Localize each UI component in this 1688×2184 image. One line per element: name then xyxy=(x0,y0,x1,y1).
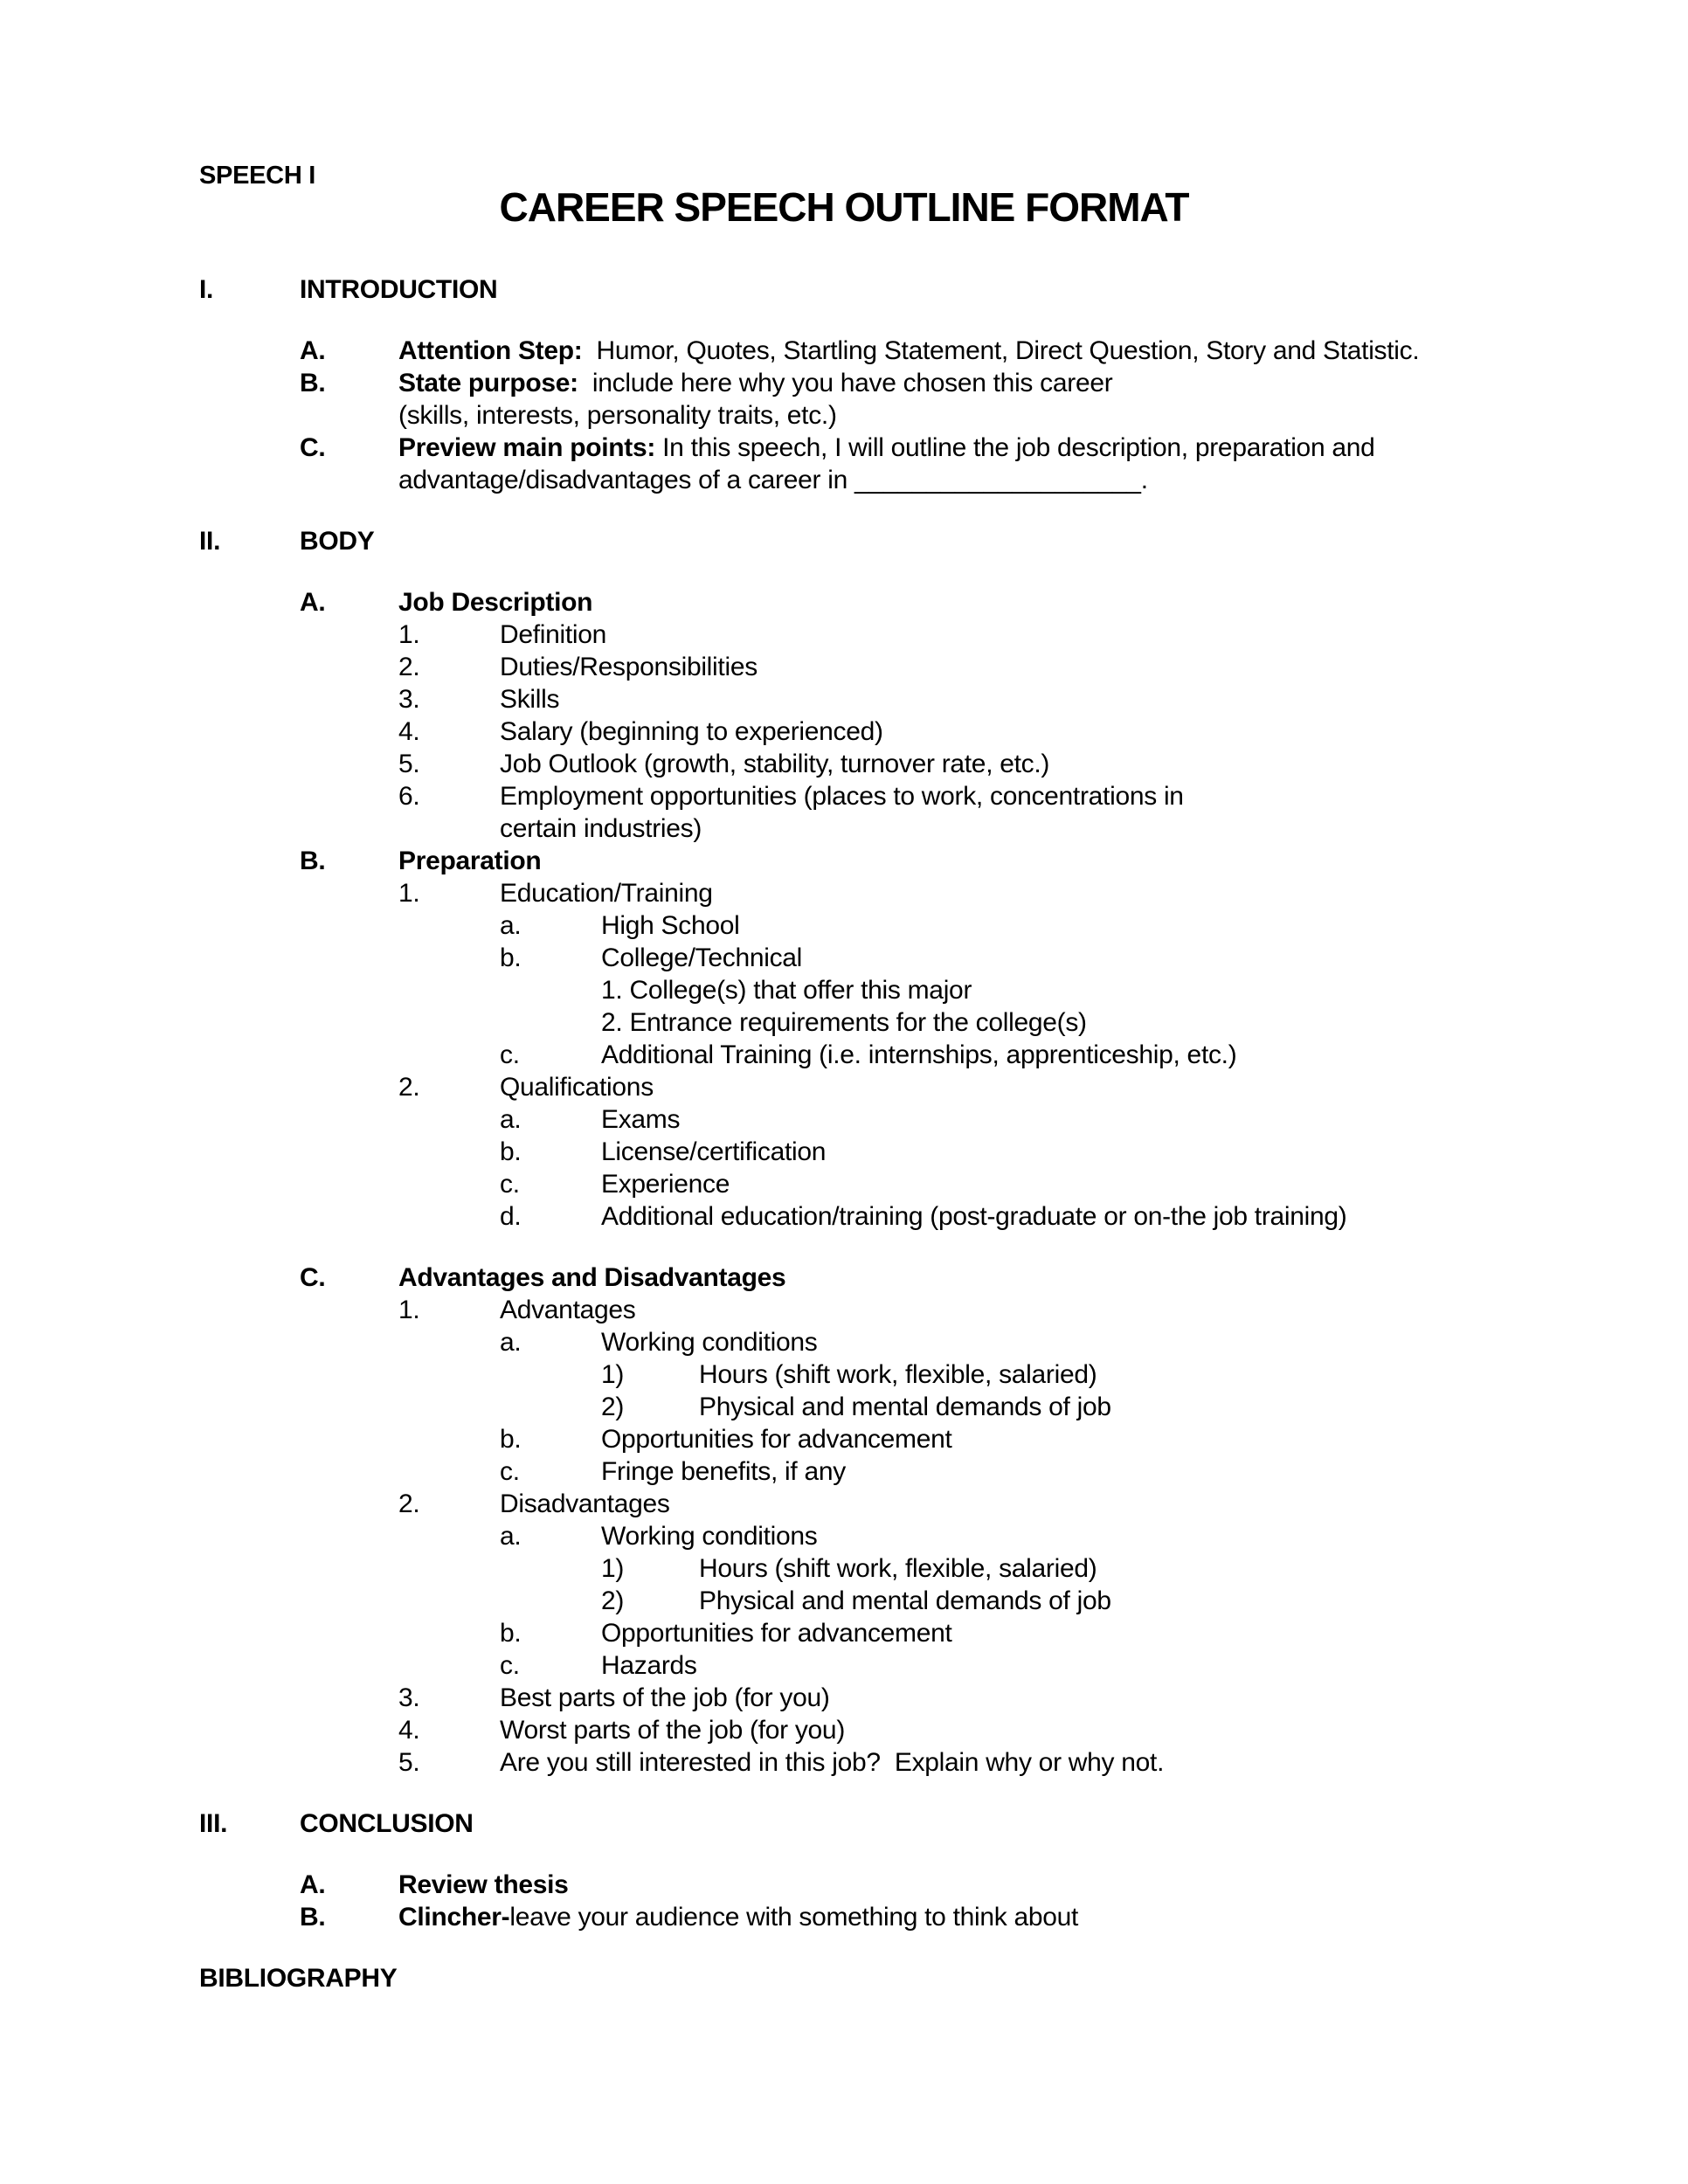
outline-label-best-parts: 3. xyxy=(398,1683,420,1712)
outline-text-section-body-seg0: BODY xyxy=(300,527,375,556)
outline-text-intro-attention-step-seg1: Humor, Quotes, Startling Statement, Direct Question, Story and Statistic. xyxy=(582,336,1420,365)
outline-line-adv-fringe-benefits xyxy=(0,1455,1688,1488)
outline-line-jd-job-outlook xyxy=(0,748,1688,780)
outline-line-adv-advancement xyxy=(0,1423,1688,1455)
outline-label-jd-job-outlook: 5. xyxy=(398,750,420,778)
outline-text-edu-high-school-seg0: High School xyxy=(601,911,740,940)
outline-text-adv-hours-seg0: Hours (shift work, flexible, salaried) xyxy=(699,1360,1097,1389)
outline-line-qual-exams xyxy=(0,1103,1688,1136)
outline-text-edu-additional-training-seg0: Additional Training (i.e. internships, apprenticeship, etc.) xyxy=(601,1040,1237,1069)
outline-text-section-conclusion-seg0: CONCLUSION xyxy=(300,1809,474,1838)
outline-line-section-conclusion xyxy=(0,1807,1688,1840)
outline-label-intro-attention-step: A. xyxy=(300,336,326,365)
outline-text-body-preparation-seg0: Preparation xyxy=(398,847,542,875)
outline-label-intro-state-purpose: B. xyxy=(300,369,326,397)
outline-text-adv-working-conditions-seg0: Working conditions xyxy=(601,1328,818,1357)
outline-line-body-job-description xyxy=(0,586,1688,619)
outline-text-intro-state-purpose-seg0: State purpose: xyxy=(398,369,578,397)
outline-label-prep-education-training: 1. xyxy=(398,879,420,908)
outline-text-qual-exams-seg0: Exams xyxy=(601,1105,681,1134)
outline-text-adv-advancement-seg0: Opportunities for advancement xyxy=(601,1425,952,1454)
outline-line-adv-working-conditions xyxy=(0,1326,1688,1358)
outline-text-dis-working-conditions-seg0: Working conditions xyxy=(601,1522,818,1551)
outline-text-advantages-seg0: Advantages xyxy=(500,1296,636,1324)
outline-text-still-interested-seg0: Are you still interested in this job? Explain why or why not. xyxy=(500,1748,1165,1777)
outline-label-intro-preview-main-points: C. xyxy=(300,433,326,462)
outline-label-dis-working-conditions: a. xyxy=(500,1522,522,1551)
outline-line-body-preparation xyxy=(0,845,1688,877)
outline-line-edu-high-school xyxy=(0,909,1688,942)
outline-text-college-offer-major-seg0: 1. College(s) that offer this major xyxy=(601,976,972,1005)
outline-text-body-job-description-seg0: Job Description xyxy=(398,588,593,617)
outline-line-jd-skills xyxy=(0,683,1688,715)
outline-line-qual-license-certification xyxy=(0,1136,1688,1168)
outline-text-jd-salary-seg0: Salary (beginning to experienced) xyxy=(500,717,883,746)
outline-text-intro-state-purpose-cont-seg0: (skills, interests, personality traits, etc.) xyxy=(398,401,837,430)
outline-label-conclusion-clincher: B. xyxy=(300,1903,326,1932)
outline-text-jd-employment-opportunities-cont-seg0: certain industries) xyxy=(500,814,702,843)
outline-label-adv-advancement: b. xyxy=(500,1425,522,1454)
outline-label-section-introduction: I. xyxy=(199,275,214,304)
outline-text-adv-demands-seg0: Physical and mental demands of job xyxy=(699,1393,1111,1421)
outline-line-section-body xyxy=(0,525,1688,557)
outline-label-prep-qualifications: 2. xyxy=(398,1073,420,1102)
outline-line-dis-advancement xyxy=(0,1617,1688,1649)
outline-text-jd-employment-opportunities-seg0: Employment opportunities (places to work, concentrations in xyxy=(500,782,1184,811)
outline-line-dis-working-conditions xyxy=(0,1520,1688,1552)
course-label: SPEECH I xyxy=(199,162,315,190)
outline-line-jd-employment-opportunities-cont xyxy=(0,812,1688,845)
outline-label-dis-hazards: c. xyxy=(500,1651,520,1680)
outline-text-jd-job-outlook-seg0: Job Outlook (growth, stability, turnover rate, etc.) xyxy=(500,750,1050,778)
outline-label-disadvantages: 2. xyxy=(398,1489,420,1518)
outline-text-qual-experience-seg0: Experience xyxy=(601,1170,730,1199)
outline-text-college-entrance-requirements-seg0: 2. Entrance requirements for the college(s) xyxy=(601,1008,1087,1037)
outline-label-edu-additional-training: c. xyxy=(500,1040,520,1069)
outline-line-qual-additional-education xyxy=(0,1200,1688,1233)
outline-text-edu-college-technical-seg0: College/Technical xyxy=(601,943,803,972)
outline-text-dis-hazards-seg0: Hazards xyxy=(601,1651,697,1680)
outline-label-adv-hours: 1) xyxy=(601,1360,625,1389)
outline-text-dis-demands-seg0: Physical and mental demands of job xyxy=(699,1586,1111,1615)
outline-label-section-body: II. xyxy=(199,527,221,556)
outline-label-jd-salary: 4. xyxy=(398,717,420,746)
outline-label-worst-parts: 4. xyxy=(398,1716,420,1745)
outline-line-jd-salary xyxy=(0,715,1688,748)
outline-line-qual-experience xyxy=(0,1168,1688,1200)
outline-line-intro-state-purpose xyxy=(0,367,1688,399)
outline-label-qual-exams: a. xyxy=(500,1105,522,1134)
outline-label-adv-demands: 2) xyxy=(601,1393,625,1421)
outline xyxy=(0,273,1688,1994)
outline-text-conclusion-clincher-seg0: Clincher- xyxy=(398,1903,510,1932)
outline-line-jd-duties xyxy=(0,651,1688,683)
outline-text-prep-qualifications-seg0: Qualifications xyxy=(500,1073,654,1102)
outline-label-dis-advancement: b. xyxy=(500,1619,522,1648)
outline-line-disadvantages xyxy=(0,1488,1688,1520)
outline-label-advantages: 1. xyxy=(398,1296,420,1324)
outline-text-intro-preview-main-points-seg1: In this speech, I will outline the job description, preparation and xyxy=(655,433,1375,462)
outline-text-section-introduction-seg0: INTRODUCTION xyxy=(300,275,498,304)
outline-line-edu-college-technical xyxy=(0,942,1688,974)
outline-label-jd-skills: 3. xyxy=(398,685,420,714)
outline-text-jd-duties-seg0: Duties/Responsibilities xyxy=(500,653,758,681)
outline-line-intro-preview-main-points-cont xyxy=(0,464,1688,496)
outline-text-conclusion-review-thesis-seg0: Review thesis xyxy=(398,1870,569,1899)
outline-line-worst-parts xyxy=(0,1714,1688,1746)
outline-line-conclusion-review-thesis xyxy=(0,1869,1688,1901)
outline-label-adv-working-conditions: a. xyxy=(500,1328,522,1357)
outline-line-advantages xyxy=(0,1294,1688,1326)
outline-line-college-offer-major xyxy=(0,974,1688,1006)
outline-label-jd-duties: 2. xyxy=(398,653,420,681)
outline-text-adv-fringe-benefits-seg0: Fringe benefits, if any xyxy=(601,1457,846,1486)
outline-label-dis-hours: 1) xyxy=(601,1554,625,1583)
outline-label-body-preparation: B. xyxy=(300,847,326,875)
outline-line-prep-education-training xyxy=(0,877,1688,909)
outline-text-jd-skills-seg0: Skills xyxy=(500,685,560,714)
outline-line-college-entrance-requirements xyxy=(0,1006,1688,1039)
outline-line-edu-additional-training xyxy=(0,1039,1688,1071)
outline-label-body-job-description: A. xyxy=(300,588,326,617)
outline-line-bibliography xyxy=(0,1962,1688,1994)
outline-text-intro-state-purpose-seg1: include here why you have chosen this career xyxy=(578,369,1113,397)
outline-text-intro-preview-main-points-cont-seg0: advantage/disadvantages of a career in ____________________. xyxy=(398,466,1148,494)
outline-text-disadvantages-seg0: Disadvantages xyxy=(500,1489,670,1518)
outline-label-qual-experience: c. xyxy=(500,1170,520,1199)
outline-text-jd-definition-seg0: Definition xyxy=(500,620,607,649)
outline-line-dis-demands xyxy=(0,1585,1688,1617)
outline-label-jd-definition: 1. xyxy=(398,620,420,649)
outline-text-body-advantages-disadvantages-seg0: Advantages and Disadvantages xyxy=(398,1263,786,1292)
outline-label-qual-additional-education: d. xyxy=(500,1202,522,1231)
outline-text-intro-attention-step-seg0: Attention Step: xyxy=(398,336,583,365)
outline-text-conclusion-clincher-seg1: leave your audience with something to think about xyxy=(509,1903,1079,1932)
outline-label-section-conclusion: III. xyxy=(199,1809,228,1838)
outline-line-still-interested xyxy=(0,1746,1688,1779)
outline-line-jd-definition xyxy=(0,619,1688,651)
outline-text-bibliography-seg0: BIBLIOGRAPHY xyxy=(199,1964,398,1993)
outline-label-edu-college-technical: b. xyxy=(500,943,522,972)
outline-line-best-parts xyxy=(0,1682,1688,1714)
outline-text-prep-education-training-seg0: Education/Training xyxy=(500,879,713,908)
outline-label-conclusion-review-thesis: A. xyxy=(300,1870,326,1899)
outline-line-intro-state-purpose-cont xyxy=(0,399,1688,432)
outline-label-qual-license-certification: b. xyxy=(500,1137,522,1166)
outline-line-dis-hazards xyxy=(0,1649,1688,1682)
outline-line-intro-preview-main-points xyxy=(0,432,1688,464)
outline-text-dis-advancement-seg0: Opportunities for advancement xyxy=(601,1619,952,1648)
outline-label-still-interested: 5. xyxy=(398,1748,420,1777)
outline-label-jd-employment-opportunities: 6. xyxy=(398,782,420,811)
outline-text-qual-license-certification-seg0: License/certification xyxy=(601,1137,827,1166)
page-title: CAREER SPEECH OUTLINE FORMAT xyxy=(499,184,1189,230)
outline-label-body-advantages-disadvantages: C. xyxy=(300,1263,326,1292)
outline-line-jd-employment-opportunities xyxy=(0,780,1688,812)
outline-line-adv-hours xyxy=(0,1358,1688,1391)
outline-line-dis-hours xyxy=(0,1552,1688,1585)
outline-text-worst-parts-seg0: Worst parts of the job (for you) xyxy=(500,1716,846,1745)
outline-line-adv-demands xyxy=(0,1391,1688,1423)
outline-line-section-introduction xyxy=(0,273,1688,306)
outline-line-prep-qualifications xyxy=(0,1071,1688,1103)
outline-line-conclusion-clincher xyxy=(0,1901,1688,1933)
outline-label-dis-demands: 2) xyxy=(601,1586,625,1615)
outline-text-dis-hours-seg0: Hours (shift work, flexible, salaried) xyxy=(699,1554,1097,1583)
outline-text-qual-additional-education-seg0: Additional education/training (post-graduate or on-the job training) xyxy=(601,1202,1347,1231)
outline-line-intro-attention-step xyxy=(0,335,1688,367)
outline-text-best-parts-seg0: Best parts of the job (for you) xyxy=(500,1683,830,1712)
outline-text-intro-preview-main-points-seg0: Preview main points: xyxy=(398,433,656,462)
outline-line-body-advantages-disadvantages xyxy=(0,1261,1688,1294)
outline-label-adv-fringe-benefits: c. xyxy=(500,1457,520,1486)
outline-label-edu-high-school: a. xyxy=(500,911,522,940)
